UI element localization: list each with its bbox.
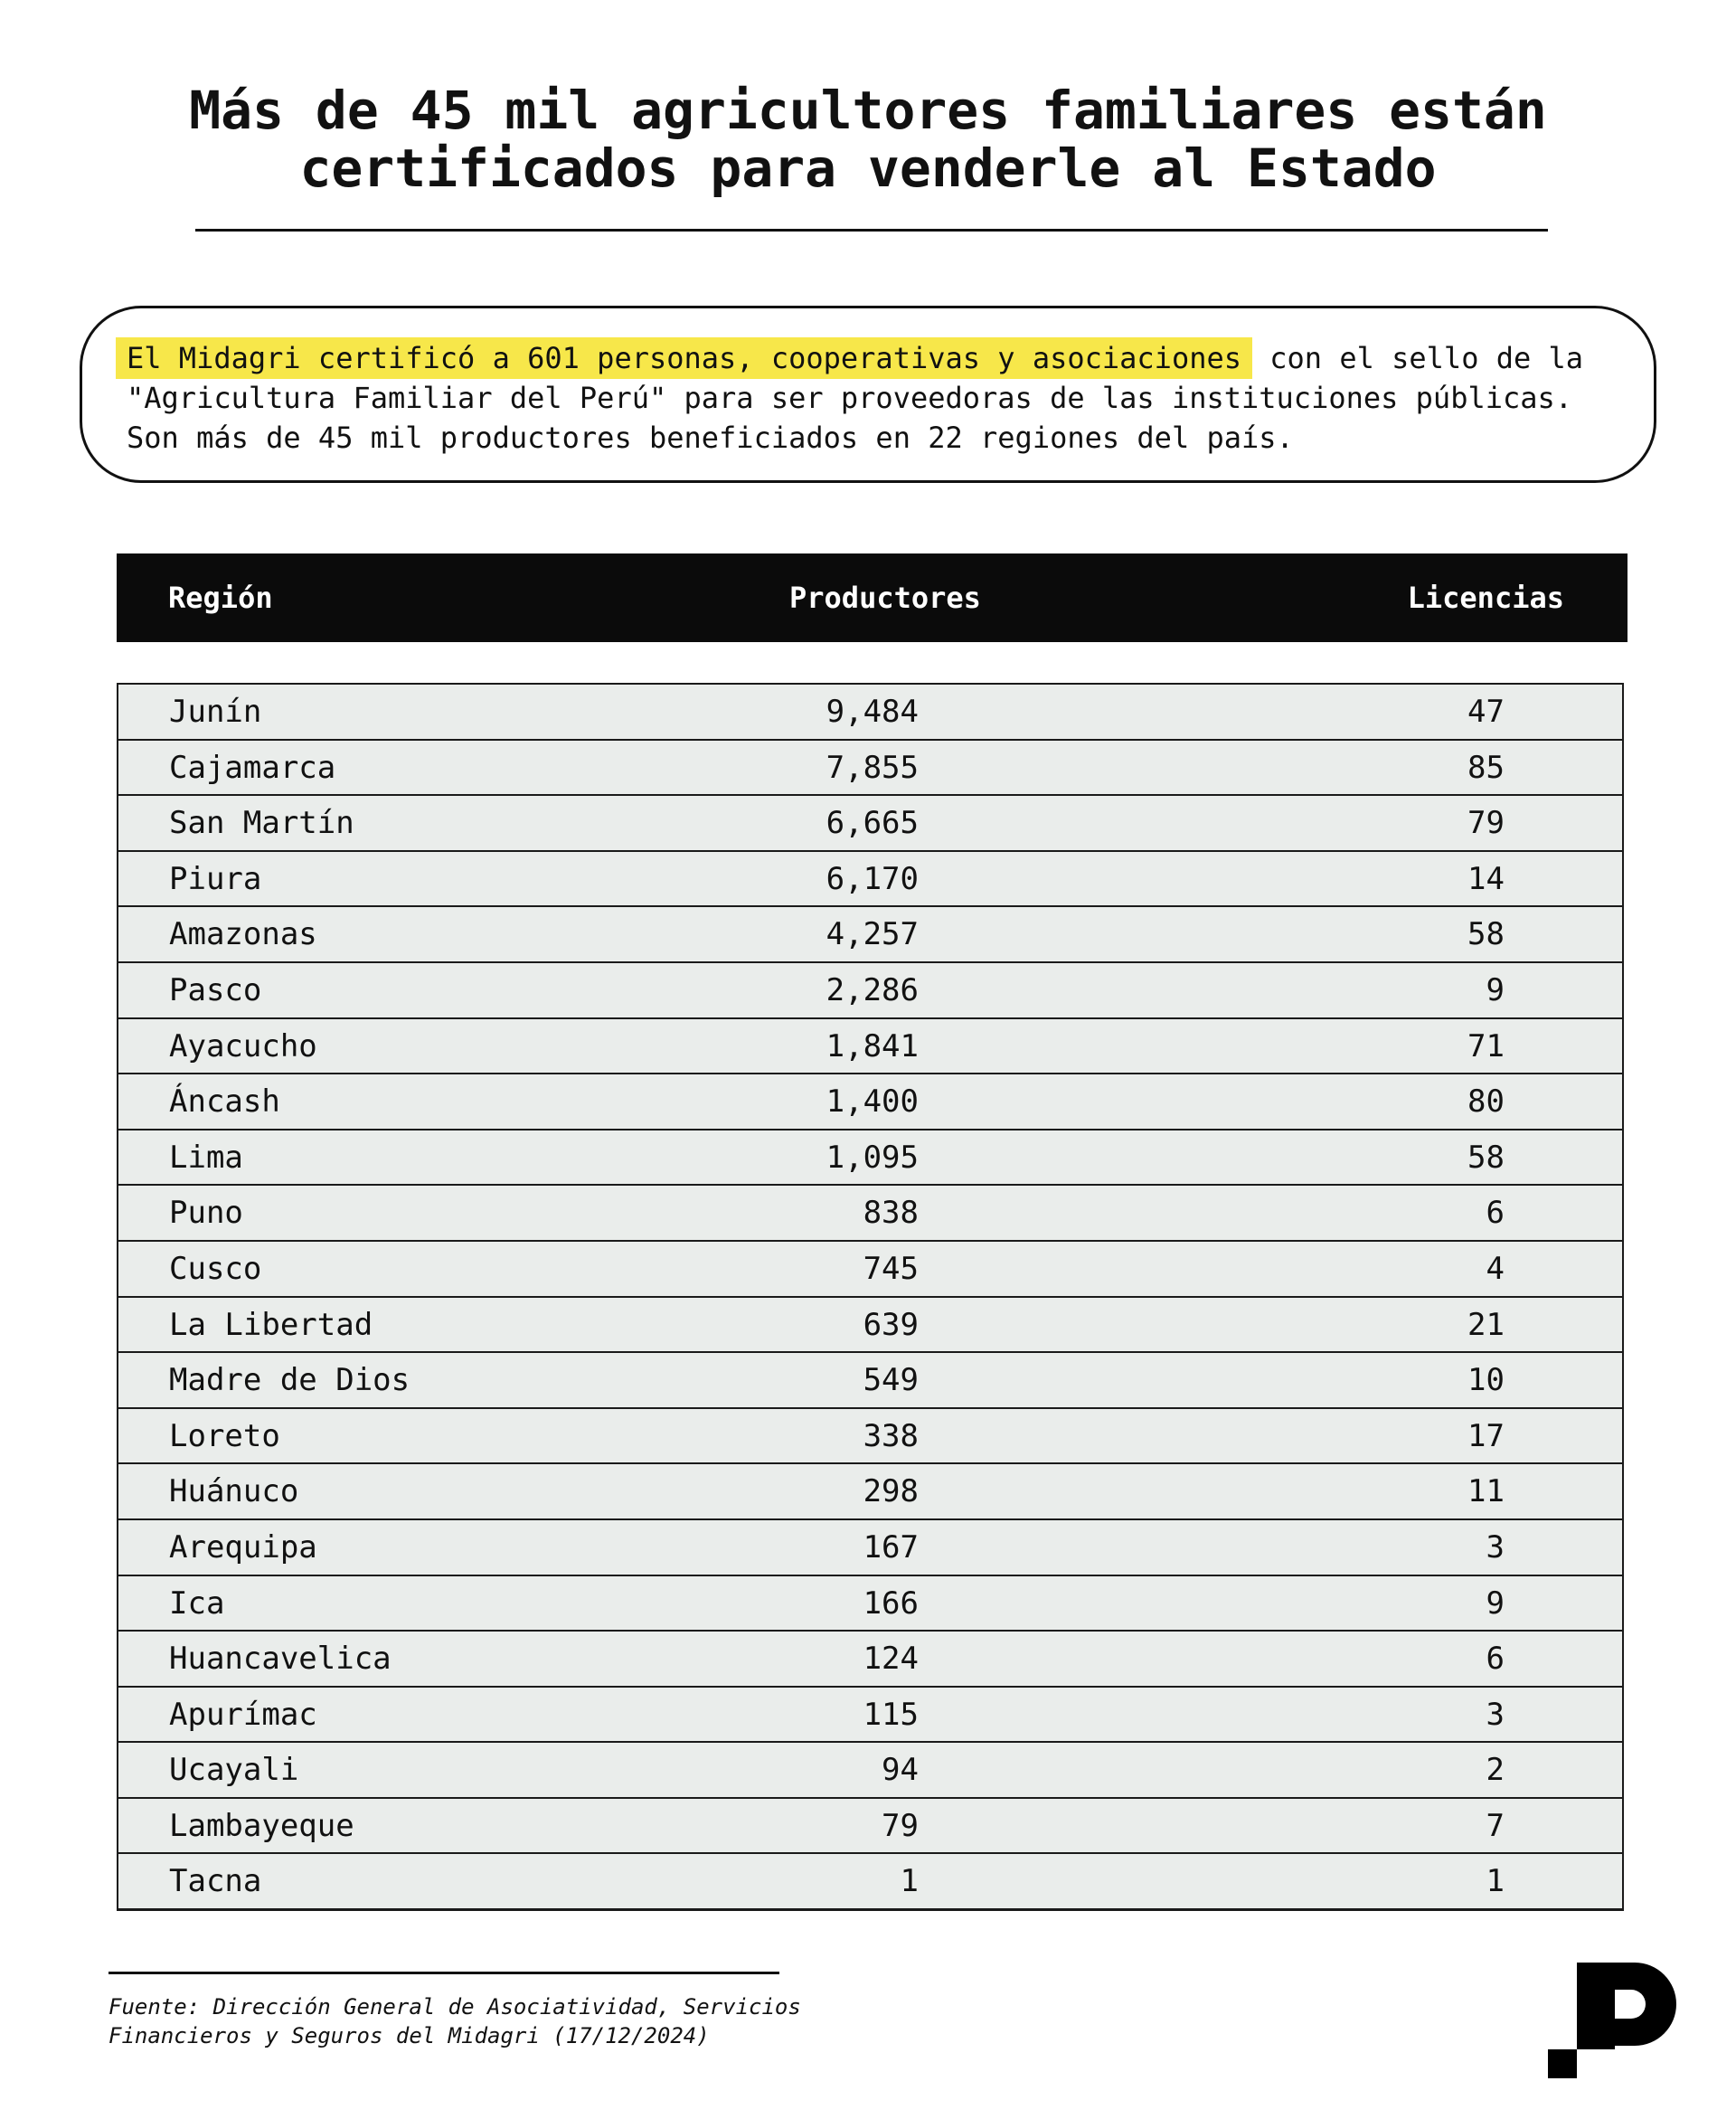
cell-region: Amazonas: [169, 916, 317, 953]
cell-licencias: 7: [1486, 1807, 1505, 1844]
source-line-2: Financieros y Seguros del Midagri (17/12/2024): [108, 2023, 710, 2048]
cell-licencias: 80: [1467, 1083, 1505, 1121]
cell-region: Arequipa: [169, 1528, 317, 1566]
table-row: [118, 852, 1622, 908]
cell-licencias: 14: [1467, 860, 1505, 897]
cell-productores: 166: [863, 1585, 919, 1622]
cell-region: Lambayeque: [169, 1807, 354, 1844]
cell-region: Ayacucho: [169, 1027, 317, 1064]
cell-region: Cajamarca: [169, 749, 336, 786]
title-line-2: certificados para venderle al Estado: [299, 137, 1437, 199]
title-divider: [195, 229, 1548, 232]
cell-region: Pasco: [169, 971, 262, 1008]
cell-productores: 745: [863, 1250, 919, 1287]
cell-licencias: 71: [1467, 1027, 1505, 1064]
cell-region: Madre de Dios: [169, 1362, 410, 1399]
cell-licencias: 21: [1467, 1306, 1505, 1343]
intro-highlight: El Midagri certificó a 601 personas, cooperativas y asociaciones: [116, 337, 1252, 379]
table-row: [118, 907, 1622, 963]
cell-productores: 4,257: [826, 916, 919, 953]
cell-licencias: 11: [1467, 1473, 1505, 1510]
table-row: [118, 1576, 1622, 1632]
table-row: [118, 1854, 1622, 1910]
cell-region: Lima: [169, 1139, 243, 1176]
cell-productores: 1: [900, 1863, 919, 1900]
table-body: [117, 683, 1624, 1911]
cell-productores: 639: [863, 1306, 919, 1343]
table-row: [118, 1019, 1622, 1075]
source-note: [108, 1992, 922, 2050]
cell-region: Tacna: [169, 1863, 262, 1900]
cell-region: Apurímac: [169, 1696, 317, 1733]
cell-productores: 124: [863, 1641, 919, 1678]
table-header: [117, 553, 1628, 642]
header-region: Región: [168, 581, 273, 615]
cell-productores: 549: [863, 1362, 919, 1399]
table-row: [118, 685, 1622, 741]
cell-region: Loreto: [169, 1417, 280, 1454]
cell-licencias: 6: [1486, 1641, 1505, 1678]
cell-licencias: 9: [1486, 971, 1505, 1008]
cell-productores: 94: [882, 1752, 919, 1789]
table-row: [118, 1353, 1622, 1409]
cell-region: Áncash: [169, 1083, 280, 1121]
cell-licencias: 1: [1486, 1863, 1505, 1900]
table-row: [118, 1409, 1622, 1465]
cell-productores: 9,484: [826, 694, 919, 730]
intro-rest-line-1: con el sello de la: [1252, 341, 1584, 375]
cell-productores: 2,286: [826, 971, 919, 1008]
cell-licencias: 17: [1467, 1417, 1505, 1454]
table-row: [118, 796, 1622, 852]
cell-productores: 7,855: [826, 749, 919, 786]
cell-licencias: 79: [1467, 805, 1505, 842]
cell-region: Huancavelica: [169, 1641, 392, 1678]
cell-productores: 338: [863, 1417, 919, 1454]
table-row: [118, 1520, 1622, 1576]
table-row: [118, 1743, 1622, 1799]
cell-licencias: 2: [1486, 1752, 1505, 1789]
table-row: [118, 1186, 1622, 1242]
table-row: [118, 1464, 1622, 1520]
cell-region: Piura: [169, 860, 262, 897]
intro-text: [127, 338, 1609, 458]
source-divider: [108, 1972, 779, 1974]
cell-productores: 838: [863, 1195, 919, 1232]
cell-licencias: 6: [1486, 1195, 1505, 1232]
table-row: [118, 1242, 1622, 1298]
cell-licencias: 9: [1486, 1585, 1505, 1622]
cell-region: Huánuco: [169, 1473, 299, 1510]
table-row: [118, 963, 1622, 1019]
intro-line-2: "Agricultura Familiar del Perú" para ser proveedoras de las instituciones públicas.: [127, 381, 1573, 415]
cell-region: Ucayali: [169, 1752, 299, 1789]
cell-productores: 1,841: [826, 1027, 919, 1064]
cell-productores: 79: [882, 1807, 919, 1844]
cell-licencias: 3: [1486, 1528, 1505, 1566]
cell-productores: 1,400: [826, 1083, 919, 1121]
cell-productores: 6,665: [826, 805, 919, 842]
header-productores: Productores: [789, 581, 981, 615]
cell-productores: 1,095: [826, 1139, 919, 1176]
cell-licencias: 58: [1467, 1139, 1505, 1176]
cell-licencias: 10: [1467, 1362, 1505, 1399]
cell-licencias: 85: [1467, 749, 1505, 786]
table-row: [118, 1632, 1622, 1688]
table-row: [118, 1688, 1622, 1744]
cell-region: Puno: [169, 1195, 243, 1232]
table-row: [118, 1074, 1622, 1130]
intro-line-3: Son más de 45 mil productores beneficiados en 22 regiones del país.: [127, 421, 1294, 455]
cell-region: Junín: [169, 694, 262, 730]
cell-productores: 115: [863, 1696, 919, 1733]
cell-productores: 298: [863, 1473, 919, 1510]
cell-region: Cusco: [169, 1250, 262, 1287]
cell-licencias: 58: [1467, 916, 1505, 953]
cell-productores: 167: [863, 1528, 919, 1566]
cell-licencias: 4: [1486, 1250, 1505, 1287]
table-row: [118, 741, 1622, 797]
page-title: [0, 81, 1736, 197]
table-row: [118, 1799, 1622, 1855]
table-row: [118, 1130, 1622, 1187]
source-line-1: Fuente: Dirección General de Asociatividad, Servicios: [108, 1994, 801, 2020]
cell-region: La Libertad: [169, 1306, 373, 1343]
table-row: [118, 1298, 1622, 1354]
header-licencias: Licencias: [1407, 581, 1564, 615]
cell-licencias: 3: [1486, 1696, 1505, 1733]
title-line-1: Más de 45 mil agricultores familiares están: [189, 80, 1547, 141]
cell-region: Ica: [169, 1585, 225, 1622]
cell-region: San Martín: [169, 805, 354, 842]
p-logo-icon: [1548, 1963, 1676, 2078]
cell-licencias: 47: [1467, 694, 1505, 730]
cell-productores: 6,170: [826, 860, 919, 897]
